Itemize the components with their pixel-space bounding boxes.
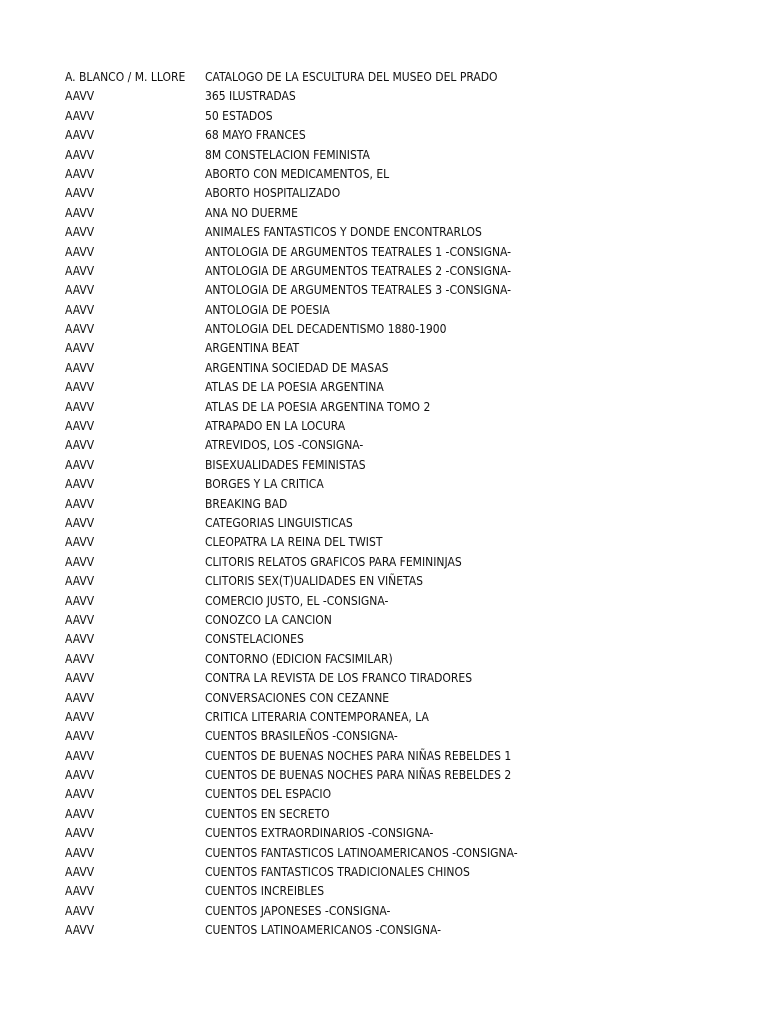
author-cell: AAVV <box>65 477 95 492</box>
catalog-row <box>65 747 755 766</box>
catalog-list <box>65 68 755 941</box>
author-cell: AAVV <box>65 826 95 841</box>
author-cell: AAVV <box>65 787 95 802</box>
title-cell: ABORTO HOSPITALIZADO <box>205 186 341 201</box>
title-cell: ATREVIDOS, LOS -CONSIGNA- <box>205 438 364 453</box>
title-cell: CONSTELACIONES <box>205 632 304 647</box>
author-cell: AAVV <box>65 515 95 530</box>
title-cell: ANIMALES FANTASTICOS Y DONDE ENCONTRARLOS <box>205 225 482 240</box>
author-cell: AAVV <box>65 322 95 337</box>
author-cell: AAVV <box>65 671 95 686</box>
title-cell: CLEOPATRA LA REINA DEL TWIST <box>205 535 383 550</box>
title-cell: CONOZCO LA CANCION <box>205 612 332 627</box>
title-cell: ARGENTINA SOCIEDAD DE MASAS <box>205 360 389 375</box>
title-cell: 365 ILUSTRADAS <box>205 89 296 104</box>
author-cell: AAVV <box>65 748 95 763</box>
title-cell: CUENTOS LATINOAMERICANOS -CONSIGNA- <box>205 923 442 938</box>
title-cell: CONTORNO (EDICION FACSIMILAR) <box>205 651 393 666</box>
catalog-row <box>65 417 755 436</box>
author-cell: AAVV <box>65 612 95 627</box>
title-cell: BREAKING BAD <box>205 496 288 511</box>
catalog-row <box>65 184 755 203</box>
author-cell: AAVV <box>65 186 95 201</box>
author-cell: AAVV <box>65 380 95 395</box>
title-cell: CUENTOS FANTASTICOS LATINOAMERICANOS -CONSIGNA- <box>205 845 518 860</box>
title-cell: CRITICA LITERARIA CONTEMPORANEA, LA <box>205 709 429 724</box>
author-cell: AAVV <box>65 554 95 569</box>
catalog-row <box>65 68 755 87</box>
catalog-row <box>65 650 755 669</box>
title-cell: ATRAPADO EN LA LOCURA <box>205 419 346 434</box>
title-cell: 50 ESTADOS <box>205 108 273 123</box>
author-cell: AAVV <box>65 651 95 666</box>
title-cell: ARGENTINA BEAT <box>205 341 300 356</box>
title-cell: ANTOLOGIA DEL DECADENTISMO 1880-1900 <box>205 322 447 337</box>
title-cell: CUENTOS JAPONESES -CONSIGNA- <box>205 903 391 918</box>
author-cell: AAVV <box>65 244 95 259</box>
author-cell: AAVV <box>65 399 95 414</box>
author-cell: AAVV <box>65 360 95 375</box>
catalog-row <box>65 126 755 145</box>
author-cell: AAVV <box>65 884 95 899</box>
catalog-row <box>65 262 755 281</box>
catalog-row <box>65 766 755 785</box>
title-cell: CUENTOS DE BUENAS NOCHES PARA NIÑAS REBELDES 1 <box>205 748 512 763</box>
author-cell: AAVV <box>65 205 95 220</box>
author-cell: AAVV <box>65 147 95 162</box>
title-cell: CLITORIS SEX(T)UALIDADES EN VIÑETAS <box>205 574 423 589</box>
catalog-row <box>65 301 755 320</box>
title-cell: 8M CONSTELACION FEMINISTA <box>205 147 370 162</box>
title-cell: CUENTOS BRASILEÑOS -CONSIGNA- <box>205 729 398 744</box>
title-cell: CATEGORIAS LINGUISTICAS <box>205 515 353 530</box>
catalog-row <box>65 630 755 649</box>
author-cell: AAVV <box>65 89 95 104</box>
title-cell: CATALOGO DE LA ESCULTURA DEL MUSEO DEL PRADO <box>205 70 498 84</box>
title-cell: CUENTOS DEL ESPACIO <box>205 787 332 802</box>
author-cell: AAVV <box>65 593 95 608</box>
catalog-row <box>65 146 755 165</box>
catalog-row <box>65 921 755 940</box>
catalog-row <box>65 87 755 106</box>
title-cell: CUENTOS DE BUENAS NOCHES PARA NIÑAS REBELDES 2 <box>205 768 512 783</box>
catalog-row <box>65 863 755 882</box>
catalog-row <box>65 669 755 688</box>
catalog-row <box>65 844 755 863</box>
title-cell: ANA NO DUERME <box>205 205 298 220</box>
catalog-row <box>65 204 755 223</box>
catalog-row <box>65 281 755 300</box>
catalog-row <box>65 165 755 184</box>
catalog-row <box>65 533 755 552</box>
catalog-row <box>65 592 755 611</box>
title-cell: ABORTO CON MEDICAMENTOS, EL <box>205 166 390 181</box>
title-cell: BISEXUALIDADES FEMINISTAS <box>205 457 366 472</box>
catalog-row <box>65 902 755 921</box>
catalog-row <box>65 805 755 824</box>
title-cell: CLITORIS RELATOS GRAFICOS PARA FEMININJAS <box>205 554 462 569</box>
title-cell: BORGES Y LA CRITICA <box>205 477 324 492</box>
author-cell: AAVV <box>65 263 95 278</box>
author-cell: AAVV <box>65 903 95 918</box>
author-cell: AAVV <box>65 709 95 724</box>
author-cell: AAVV <box>65 574 95 589</box>
author-cell: AAVV <box>65 457 95 472</box>
title-cell: CONVERSACIONES CON CEZANNE <box>205 690 390 705</box>
title-cell: CUENTOS INCREIBLES <box>205 884 325 899</box>
author-cell: AAVV <box>65 690 95 705</box>
author-cell: AAVV <box>65 438 95 453</box>
catalog-row <box>65 243 755 262</box>
catalog-row <box>65 611 755 630</box>
title-cell: CUENTOS EXTRAORDINARIOS -CONSIGNA- <box>205 826 434 841</box>
title-cell: COMERCIO JUSTO, EL -CONSIGNA- <box>205 593 389 608</box>
catalog-row <box>65 223 755 242</box>
title-cell: CUENTOS FANTASTICOS TRADICIONALES CHINOS <box>205 865 470 880</box>
title-cell: ANTOLOGIA DE POESIA <box>205 302 330 317</box>
catalog-row <box>65 824 755 843</box>
catalog-row <box>65 475 755 494</box>
title-cell: ANTOLOGIA DE ARGUMENTOS TEATRALES 3 -CONSIGNA- <box>205 283 512 298</box>
author-cell: AAVV <box>65 729 95 744</box>
catalog-row <box>65 689 755 708</box>
author-cell: A. BLANCO / M. LLORE <box>65 70 186 84</box>
author-cell: AAVV <box>65 923 95 938</box>
title-cell: ANTOLOGIA DE ARGUMENTOS TEATRALES 2 -CONSIGNA- <box>205 263 512 278</box>
catalog-row <box>65 495 755 514</box>
catalog-row <box>65 514 755 533</box>
author-cell: AAVV <box>65 496 95 511</box>
catalog-row <box>65 436 755 455</box>
catalog-row <box>65 107 755 126</box>
title-cell: ANTOLOGIA DE ARGUMENTOS TEATRALES 1 -CONSIGNA- <box>205 244 512 259</box>
author-cell: AAVV <box>65 283 95 298</box>
author-cell: AAVV <box>65 302 95 317</box>
catalog-row <box>65 378 755 397</box>
title-cell: CUENTOS EN SECRETO <box>205 806 330 821</box>
author-cell: AAVV <box>65 108 95 123</box>
author-cell: AAVV <box>65 166 95 181</box>
catalog-row <box>65 553 755 572</box>
author-cell: AAVV <box>65 225 95 240</box>
title-cell: 68 MAYO FRANCES <box>205 128 306 143</box>
title-cell: CONTRA LA REVISTA DE LOS FRANCO TIRADORES <box>205 671 473 686</box>
catalog-row <box>65 320 755 339</box>
catalog-row <box>65 339 755 358</box>
author-cell: AAVV <box>65 128 95 143</box>
catalog-row <box>65 785 755 804</box>
author-cell: AAVV <box>65 419 95 434</box>
author-cell: AAVV <box>65 845 95 860</box>
catalog-row <box>65 398 755 417</box>
catalog-row <box>65 456 755 475</box>
title-cell: ATLAS DE LA POESIA ARGENTINA <box>205 380 384 395</box>
author-cell: AAVV <box>65 768 95 783</box>
title-cell: ATLAS DE LA POESIA ARGENTINA TOMO 2 <box>205 399 431 414</box>
catalog-row <box>65 572 755 591</box>
catalog-row <box>65 359 755 378</box>
author-cell: AAVV <box>65 806 95 821</box>
author-cell: AAVV <box>65 535 95 550</box>
catalog-row <box>65 708 755 727</box>
catalog-row <box>65 727 755 746</box>
catalog-row <box>65 882 755 901</box>
author-cell: AAVV <box>65 632 95 647</box>
author-cell: AAVV <box>65 865 95 880</box>
author-cell: AAVV <box>65 341 95 356</box>
